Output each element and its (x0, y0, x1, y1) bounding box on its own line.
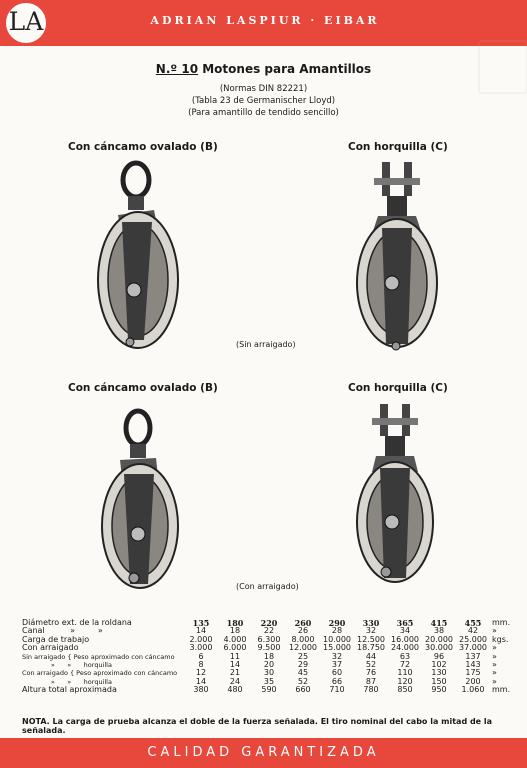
table-cell: 32 (331, 651, 343, 661)
caption-with-anchor: (Con arraigado) (236, 582, 299, 591)
row-label: » » horquilla (22, 677, 112, 686)
table-cell: 2.000 (189, 634, 213, 644)
section-title-oval-eye-top: Con cáncamo ovalado (B) (68, 141, 218, 153)
table-cell: 22 (263, 626, 275, 636)
table-cell: 950 (431, 685, 447, 695)
table-cell: 120 (397, 676, 413, 686)
table-cell: 11 (229, 651, 241, 661)
table-cell: 175 (465, 668, 481, 678)
table-cell: 30.000 (425, 643, 453, 653)
table-cell: 45 (297, 668, 309, 678)
table-cell: 24.000 (391, 643, 419, 653)
row-label: Canal » » (22, 626, 103, 636)
table-cell: 135 (192, 618, 210, 628)
table-cell: 66 (331, 676, 343, 686)
table-cell: 18 (229, 626, 241, 636)
row-label: Con arraigado { Peso aproximado con cáncamo (22, 669, 178, 678)
table-cell: 29 (297, 660, 309, 670)
page-title (0, 62, 527, 76)
pulley-fork-illustration (352, 158, 442, 358)
table-cell: 14 (195, 626, 207, 636)
table-cell: 52 (297, 676, 309, 686)
title-text: Motones para Amantillos (202, 62, 372, 76)
table-cell: 96 (433, 651, 445, 661)
table-cell: 220 (260, 618, 278, 628)
table-cell: 200 (465, 676, 481, 686)
footer-bar (0, 738, 527, 768)
caption-without-anchor: (Sin arraigado) (236, 340, 296, 349)
table-cell: 44 (365, 651, 377, 661)
row-label: Sin arraigado { Peso aproximado con cáncamo (22, 652, 175, 661)
brand-name: ADRIAN LASPIUR · EIBAR (150, 14, 380, 27)
subtitle-table: (Tabla 23 de Germanischer Lloyd) (191, 96, 336, 106)
table-row (22, 686, 514, 694)
table-cell: 8.000 (291, 634, 315, 644)
section-title-oval-eye-bottom: Con cáncamo ovalado (B) (68, 382, 218, 394)
table-cell: 380 (193, 685, 209, 695)
table-cell: 25.000 (459, 634, 487, 644)
table-cell: 710 (329, 685, 345, 695)
nota-text: NOTA. La carga de prueba alcanza el doble de la fuerza señalada. El tiro nominal del cabo la mitad de la señalada. (22, 717, 493, 735)
table-cell: 21 (229, 668, 241, 678)
table-cell: 63 (399, 651, 411, 661)
table-cell: 260 (294, 618, 312, 628)
table-cell: 137 (465, 651, 481, 661)
table-cell: 14 (195, 676, 207, 686)
table-cell: 6.300 (257, 634, 281, 644)
table-cell: 330 (362, 618, 380, 628)
table-cell: 34 (399, 626, 411, 636)
table-cell: 290 (328, 618, 346, 628)
row-unit: » (492, 668, 497, 678)
section-title-fork-top: Con horquilla (C) (348, 141, 448, 153)
table-cell: 28 (331, 626, 343, 636)
table-cell: 52 (365, 660, 377, 670)
table-cell: 1.060 (461, 685, 485, 695)
table-cell: 10.000 (323, 634, 351, 644)
table-cell: 87 (365, 676, 377, 686)
table-cell: 110 (397, 668, 413, 678)
catalog-number: N.º 10 (155, 62, 199, 76)
table-cell: 38 (433, 626, 445, 636)
table-cell: 18.750 (357, 643, 385, 653)
table-cell: 15.000 (323, 643, 351, 653)
table-cell: 35 (263, 676, 275, 686)
row-label: Altura total aproximada (22, 685, 117, 695)
table-cell: 9.500 (257, 643, 281, 653)
table-cell: 16.000 (391, 634, 419, 644)
table-cell: 20.000 (425, 634, 453, 644)
row-unit: kgs. (492, 634, 509, 644)
table-cell: 850 (397, 685, 413, 695)
table-cell: 25 (297, 651, 309, 661)
table-cell: 60 (331, 668, 343, 678)
table-cell: 6.000 (223, 643, 247, 653)
table-cell: 365 (396, 618, 414, 628)
row-label: » » horquilla (22, 661, 112, 670)
table-cell: 12 (195, 668, 207, 678)
table-cell: 180 (226, 618, 244, 628)
row-unit: mm. (492, 685, 511, 695)
table-cell: 14 (229, 660, 241, 670)
table-cell: 37 (331, 660, 343, 670)
row-label: Con arraigado (22, 643, 79, 653)
table-cell: 18 (263, 651, 275, 661)
table-cell: 480 (227, 685, 243, 695)
row-unit: » (492, 626, 497, 636)
spec-table (22, 619, 514, 695)
table-cell: 42 (467, 626, 479, 636)
table-cell: 72 (399, 660, 411, 670)
table-cell: 3.000 (189, 643, 213, 653)
table-cell: 415 (430, 618, 448, 628)
table-cell: 8 (198, 660, 204, 670)
table-cell: 26 (297, 626, 309, 636)
table-cell: 20 (263, 660, 275, 670)
table-cell: 30 (263, 668, 275, 678)
table-cell: 24 (229, 676, 241, 686)
quality-slogan: CALIDAD GARANTIZADA (147, 745, 380, 760)
pulley-fork-anchored-illustration (350, 400, 440, 590)
table-cell: 780 (363, 685, 379, 695)
table-cell: 455 (464, 618, 482, 628)
row-label: Diámetro ext. de la roldana (22, 618, 132, 627)
row-unit: mm. (492, 618, 511, 627)
table-cell: 6 (198, 651, 204, 661)
table-cell: 76 (365, 668, 377, 678)
table-cell: 150 (431, 676, 447, 686)
table-cell: 37.000 (459, 643, 487, 653)
table-cell: 143 (465, 660, 481, 670)
subtitle-usage: (Para amantillo de tendido sencillo) (188, 108, 339, 118)
section-title-fork-bottom: Con horquilla (C) (348, 382, 448, 394)
row-unit: » (492, 643, 497, 653)
table-cell: 12.500 (357, 634, 385, 644)
table-cell: 660 (295, 685, 311, 695)
row-unit: » (492, 676, 497, 686)
table-cell: 32 (365, 626, 377, 636)
pulley-oval-eye-illustration (88, 160, 188, 360)
header-bar (0, 0, 527, 46)
table-cell: 102 (431, 660, 447, 670)
brand-logo: LA (6, 3, 46, 43)
row-unit: » (492, 660, 497, 670)
row-label: Carga de trabajo (22, 634, 90, 644)
table-cell: 4.000 (223, 634, 247, 644)
table-cell: 590 (261, 685, 277, 695)
row-unit: » (492, 651, 497, 661)
table-cell: 12.000 (289, 643, 317, 653)
subtitle-norms: (Normas DIN 82221) (219, 84, 308, 94)
pulley-oval-eye-anchored-illustration (94, 408, 184, 598)
table-cell: 130 (431, 668, 447, 678)
